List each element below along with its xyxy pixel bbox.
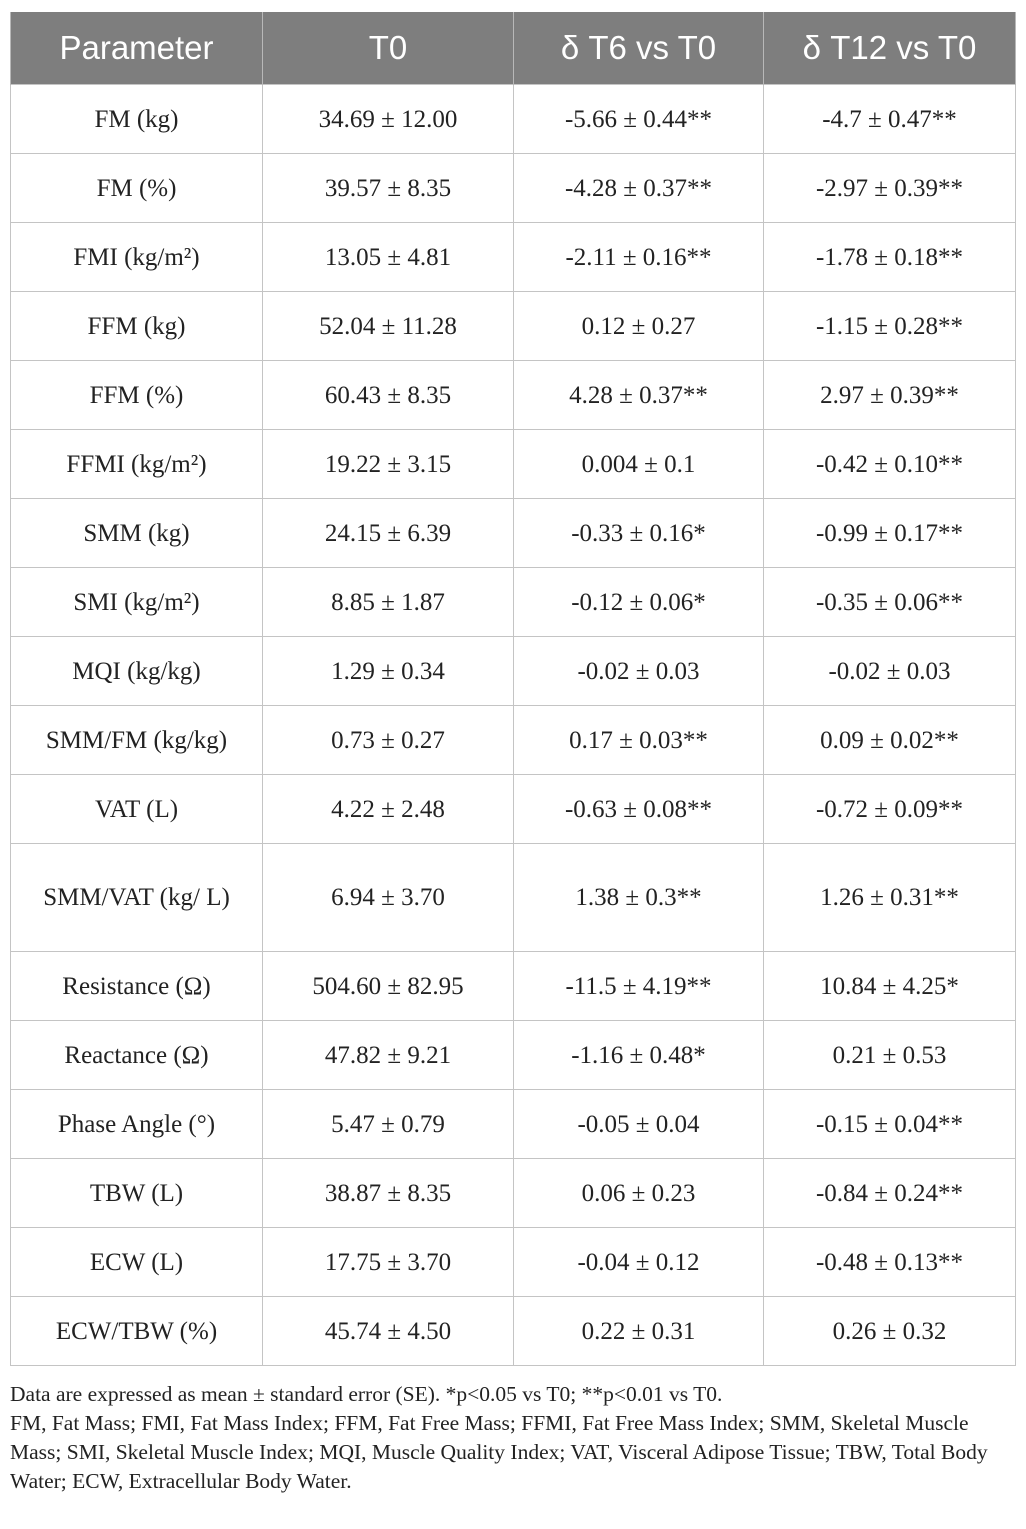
cell-parameter: SMM/FM (kg/kg) [11, 706, 263, 775]
cell-delta-t12: 0.21 ± 0.53 [764, 1021, 1016, 1090]
cell-delta-t12: -1.78 ± 0.18** [764, 223, 1016, 292]
cell-parameter: TBW (L) [11, 1159, 263, 1228]
cell-parameter: FFM (%) [11, 361, 263, 430]
cell-t0: 47.82 ± 9.21 [263, 1021, 514, 1090]
cell-parameter: FFM (kg) [11, 292, 263, 361]
table-row [11, 1090, 1016, 1159]
cell-t0: 1.29 ± 0.34 [263, 637, 514, 706]
table-row [11, 952, 1016, 1021]
cell-t0: 19.22 ± 3.15 [263, 430, 514, 499]
cell-delta-t12: -0.99 ± 0.17** [764, 499, 1016, 568]
cell-delta-t12: -0.02 ± 0.03 [764, 637, 1016, 706]
cell-delta-t6: 0.06 ± 0.23 [514, 1159, 764, 1228]
table-header [11, 12, 1016, 85]
cell-t0: 0.73 ± 0.27 [263, 706, 514, 775]
cell-t0: 4.22 ± 2.48 [263, 775, 514, 844]
cell-delta-t12: -0.35 ± 0.06** [764, 568, 1016, 637]
cell-delta-t6: 4.28 ± 0.37** [514, 361, 764, 430]
cell-delta-t12: -1.15 ± 0.28** [764, 292, 1016, 361]
cell-delta-t6: -0.33 ± 0.16* [514, 499, 764, 568]
cell-delta-t6: -0.02 ± 0.03 [514, 637, 764, 706]
cell-delta-t12: -2.97 ± 0.39** [764, 154, 1016, 223]
table-row [11, 499, 1016, 568]
cell-delta-t6: -0.04 ± 0.12 [514, 1228, 764, 1297]
cell-parameter: ECW/TBW (%) [11, 1297, 263, 1366]
table-row [11, 775, 1016, 844]
cell-parameter: FMI (kg/m²) [11, 223, 263, 292]
footnote-significance: Data are expressed as mean ± standard error (SE). *p<0.05 vs T0; **p<0.01 vs T0. [10, 1382, 723, 1406]
cell-delta-t6: 0.004 ± 0.1 [514, 430, 764, 499]
cell-delta-t12: -4.7 ± 0.47** [764, 85, 1016, 154]
body-composition-table [10, 12, 1016, 1366]
cell-t0: 39.57 ± 8.35 [263, 154, 514, 223]
cell-t0: 13.05 ± 4.81 [263, 223, 514, 292]
header-delta-t6: δ T6 vs T0 [514, 12, 764, 85]
cell-delta-t12: -0.42 ± 0.10** [764, 430, 1016, 499]
cell-parameter: FM (kg) [11, 85, 263, 154]
cell-t0: 6.94 ± 3.70 [263, 844, 514, 952]
cell-parameter: Reactance (Ω) [11, 1021, 263, 1090]
header-parameter: Parameter [11, 12, 263, 85]
cell-t0: 60.43 ± 8.35 [263, 361, 514, 430]
cell-t0: 17.75 ± 3.70 [263, 1228, 514, 1297]
cell-delta-t12: 2.97 ± 0.39** [764, 361, 1016, 430]
table-row [11, 568, 1016, 637]
table-row [11, 292, 1016, 361]
table-row [11, 1159, 1016, 1228]
cell-delta-t6: -11.5 ± 4.19** [514, 952, 764, 1021]
table-footnotes [10, 1380, 1020, 1496]
cell-delta-t6: 0.17 ± 0.03** [514, 706, 764, 775]
cell-t0: 38.87 ± 8.35 [263, 1159, 514, 1228]
cell-delta-t6: 1.38 ± 0.3** [514, 844, 764, 952]
cell-delta-t6: 0.22 ± 0.31 [514, 1297, 764, 1366]
cell-delta-t6: 0.12 ± 0.27 [514, 292, 764, 361]
cell-delta-t12: 10.84 ± 4.25* [764, 952, 1016, 1021]
cell-parameter: SMI (kg/m²) [11, 568, 263, 637]
cell-t0: 34.69 ± 12.00 [263, 85, 514, 154]
cell-t0: 5.47 ± 0.79 [263, 1090, 514, 1159]
table-body [11, 85, 1016, 1366]
table-row [11, 637, 1016, 706]
cell-delta-t12: -0.48 ± 0.13** [764, 1228, 1016, 1297]
cell-parameter: ECW (L) [11, 1228, 263, 1297]
data-table-container [10, 12, 1015, 1366]
cell-delta-t12: -0.84 ± 0.24** [764, 1159, 1016, 1228]
cell-delta-t6: -0.63 ± 0.08** [514, 775, 764, 844]
cell-delta-t6: -4.28 ± 0.37** [514, 154, 764, 223]
table-row [11, 1021, 1016, 1090]
cell-delta-t6: -0.05 ± 0.04 [514, 1090, 764, 1159]
table-row [11, 706, 1016, 775]
cell-delta-t6: -2.11 ± 0.16** [514, 223, 764, 292]
table-row [11, 844, 1016, 952]
table-row [11, 430, 1016, 499]
cell-delta-t12: -0.72 ± 0.09** [764, 775, 1016, 844]
table-row [11, 361, 1016, 430]
cell-t0: 52.04 ± 11.28 [263, 292, 514, 361]
cell-parameter: MQI (kg/kg) [11, 637, 263, 706]
cell-delta-t6: -0.12 ± 0.06* [514, 568, 764, 637]
cell-delta-t6: -1.16 ± 0.48* [514, 1021, 764, 1090]
cell-parameter: FFMI (kg/m²) [11, 430, 263, 499]
table-row [11, 154, 1016, 223]
cell-delta-t12: 0.09 ± 0.02** [764, 706, 1016, 775]
table-row [11, 223, 1016, 292]
header-delta-t12: δ T12 vs T0 [764, 12, 1016, 85]
cell-delta-t12: 0.26 ± 0.32 [764, 1297, 1016, 1366]
cell-delta-t6: -5.66 ± 0.44** [514, 85, 764, 154]
cell-parameter: SMM (kg) [11, 499, 263, 568]
cell-t0: 8.85 ± 1.87 [263, 568, 514, 637]
cell-delta-t12: 1.26 ± 0.31** [764, 844, 1016, 952]
header-t0: T0 [263, 12, 514, 85]
cell-parameter: Phase Angle (°) [11, 1090, 263, 1159]
cell-parameter: FM (%) [11, 154, 263, 223]
header-row [11, 12, 1016, 85]
cell-parameter: VAT (L) [11, 775, 263, 844]
cell-t0: 504.60 ± 82.95 [263, 952, 514, 1021]
table-row [11, 1297, 1016, 1366]
cell-t0: 24.15 ± 6.39 [263, 499, 514, 568]
cell-delta-t12: -0.15 ± 0.04** [764, 1090, 1016, 1159]
footnote-abbreviations: FM, Fat Mass; FMI, Fat Mass Index; FFM, Fat Free Mass; FFMI, Fat Free Mass Index; SMM, Skeletal Muscle Mass; SMI, Skeletal Muscle Index; MQI, Muscle Quality Index; VAT, Visceral Adipose Tissue; TBW, Total Body Water; ECW, Extracellular Body Water. [10, 1411, 988, 1493]
table-row [11, 1228, 1016, 1297]
table-row [11, 85, 1016, 154]
cell-parameter: SMM/VAT (kg/ L) [11, 844, 263, 952]
cell-t0: 45.74 ± 4.50 [263, 1297, 514, 1366]
cell-parameter: Resistance (Ω) [11, 952, 263, 1021]
